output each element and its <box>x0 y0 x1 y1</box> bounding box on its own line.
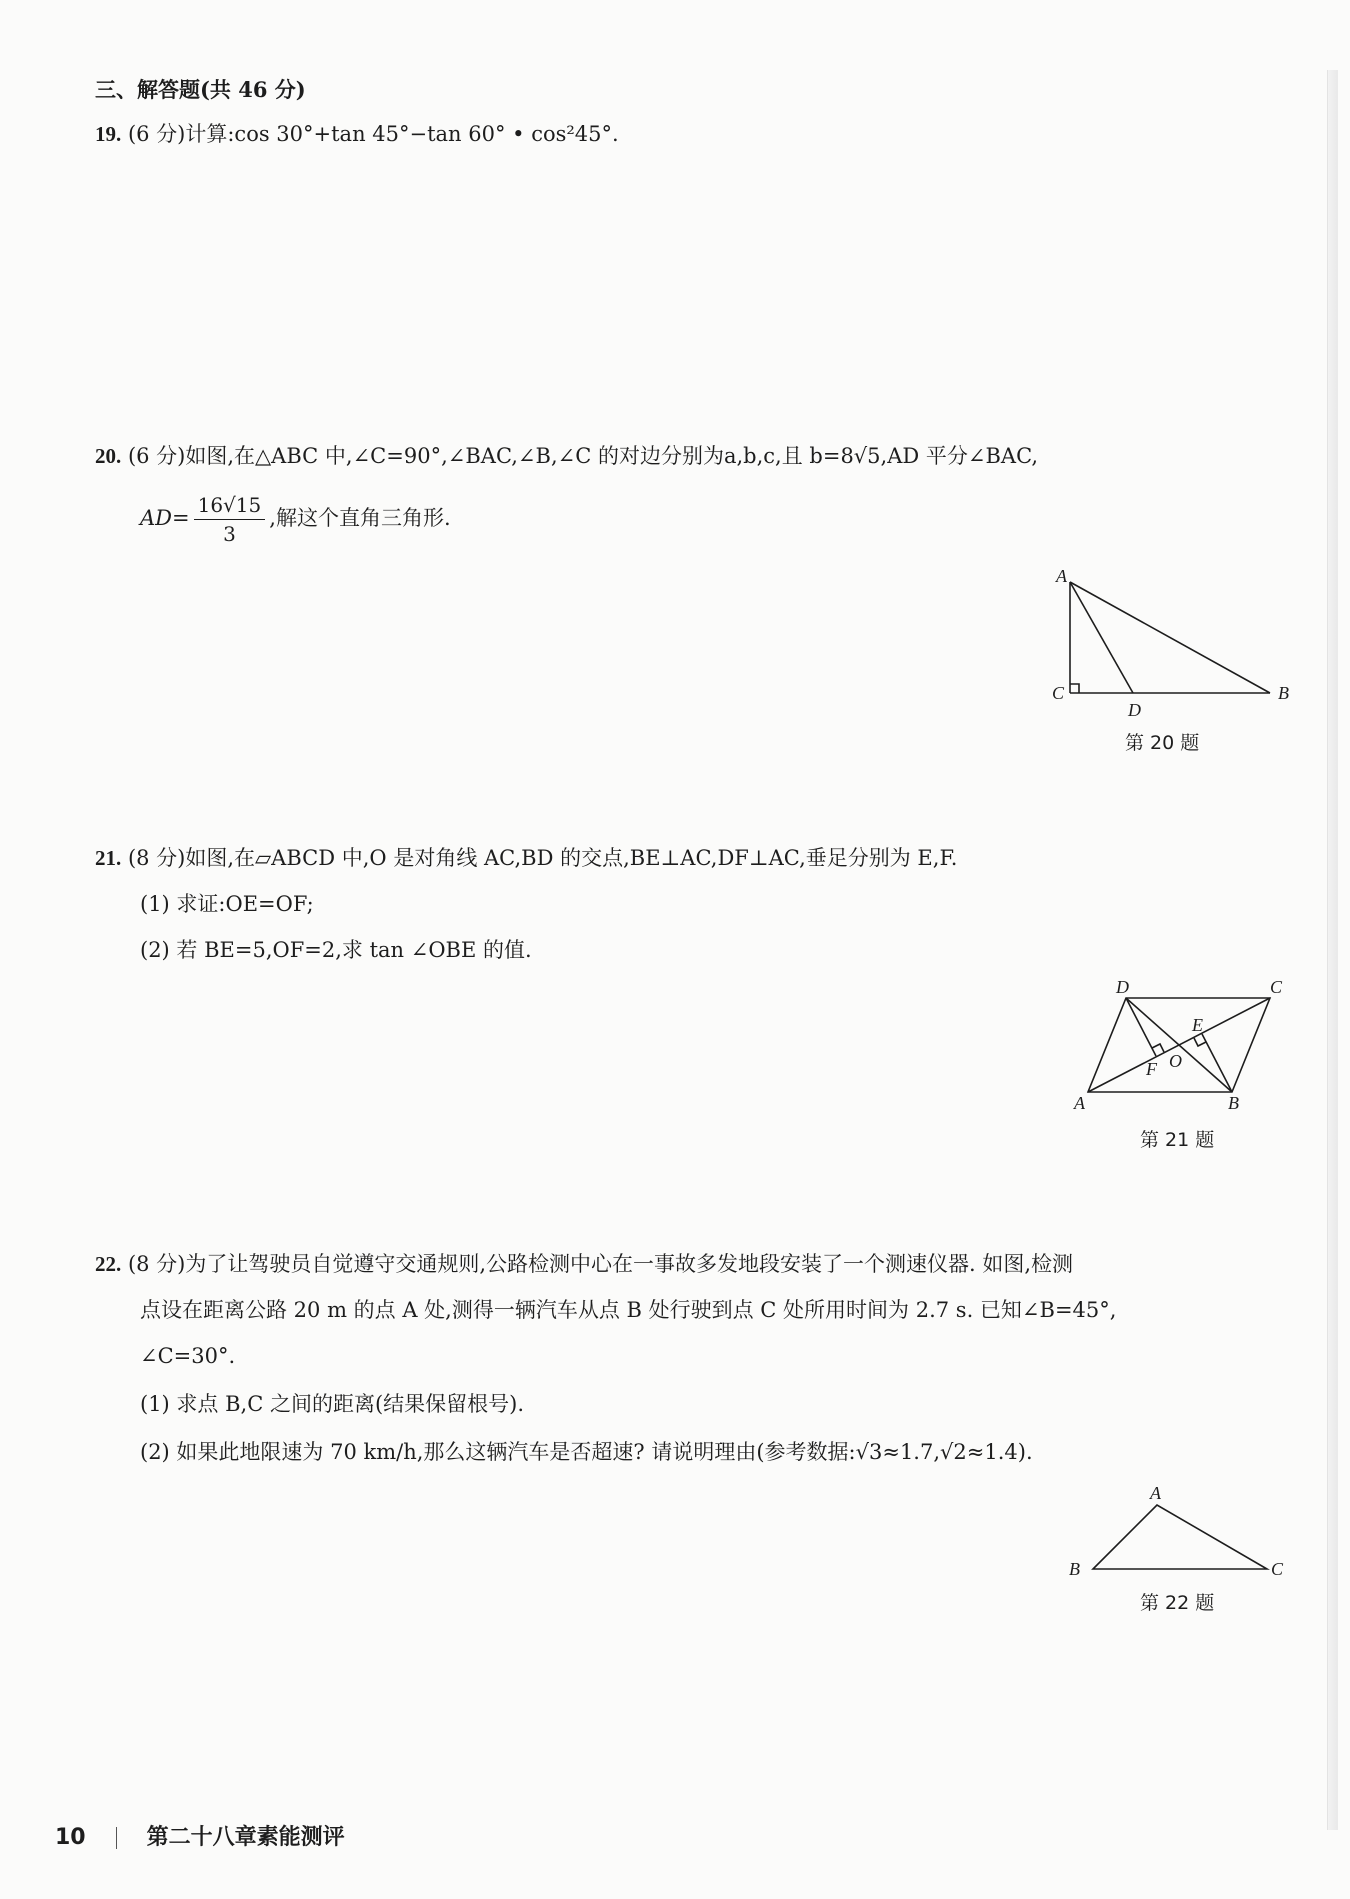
right-angle-mark <box>1070 684 1079 693</box>
chapter-title: 第二十八章素能测评 <box>146 1825 345 1850</box>
section-title: 三、解答题(共 46 分) <box>95 77 306 102</box>
label-a: A <box>1074 1093 1085 1113</box>
segment-be <box>1202 1034 1232 1092</box>
figure-22 <box>1065 1485 1295 1579</box>
question-text: (6 分)计算:cos 30°+tan 45°−tan 60° • cos²45°. <box>127 122 619 146</box>
label-e: E <box>1192 1015 1203 1035</box>
label-a: A <box>1056 566 1067 586</box>
question-number: 19. <box>95 122 122 146</box>
question-22-part2: (2) 如果此地限速为 70 km/h,那么这辆汽车是否超速? 请说明理由(参考数据:√3≈1.7,√2≈1.4). <box>140 1440 1033 1464</box>
figure-21-caption: 第 21 题 <box>1140 1129 1215 1151</box>
page-number: 10 <box>55 1825 86 1850</box>
question-number: 22. <box>95 1252 122 1276</box>
fraction-denominator: 3 <box>223 522 236 546</box>
page-edge <box>1327 70 1338 1830</box>
fraction <box>194 491 266 548</box>
label-f: F <box>1146 1059 1157 1079</box>
diagonal-bd <box>1126 998 1232 1092</box>
label-c: C <box>1052 683 1065 703</box>
figure-22-caption: 第 22 题 <box>1140 1592 1215 1614</box>
footer-divider <box>116 1827 117 1849</box>
question-22-line2: 点设在距离公路 20 m 的点 A 处,测得一辆汽车从点 B 处行驶到点 C 处所用时间为 2.7 s. 已知∠B=45°, <box>140 1298 1117 1322</box>
label-d: D <box>1116 977 1129 997</box>
question-20-line2 <box>140 490 451 548</box>
label-b: B <box>1069 1559 1080 1579</box>
question-22-line3: ∠C=30°. <box>140 1344 236 1368</box>
figure-20-caption: 第 20 题 <box>1125 732 1200 754</box>
label-c: C <box>1271 1559 1284 1579</box>
label-b: B <box>1228 1093 1239 1113</box>
question-text: (6 分)如图,在△ABC 中,∠C=90°,∠BAC,∠B,∠C 的对边分别为a,b,c,且 b=8√5,AD 平分∠BAC, <box>127 444 1039 468</box>
label-a: A <box>1150 1483 1161 1503</box>
label-b: B <box>1278 683 1289 703</box>
label-d: D <box>1128 700 1141 720</box>
question-number: 21. <box>95 846 122 870</box>
question-21-part2: (2) 若 BE=5,OF=2,求 tan ∠OBE 的值. <box>140 938 532 962</box>
fraction-numerator: 16√15 <box>194 491 266 520</box>
question-21-line1 <box>95 842 957 874</box>
question-text: ,解这个直角三角形. <box>269 506 451 530</box>
label-c: C <box>1270 977 1283 997</box>
question-22-line1 <box>95 1248 1073 1280</box>
question-22-part1: (1) 求点 B,C 之间的距离(结果保留根号). <box>140 1392 525 1416</box>
question-21-part1: (1) 求证:OE=OF; <box>140 892 314 916</box>
question-text: (8 分)如图,在▱ABCD 中,O 是对角线 AC,BD 的交点,BE⊥AC,DF⊥AC,垂足分别为 E,F. <box>127 846 958 870</box>
question-number: 20. <box>95 444 122 468</box>
question-20-line1 <box>95 440 1038 472</box>
label-o: O <box>1169 1051 1182 1071</box>
figure-21 <box>1070 975 1290 1119</box>
question-19 <box>95 118 619 150</box>
triangle-abc <box>1093 1505 1267 1569</box>
figure-20 <box>1050 566 1290 724</box>
side-ab <box>1070 582 1270 693</box>
question-text: (8 分)为了让驾驶员自觉遵守交通规则,公路检测中心在一事故多发地段安装了一个测速仪器. 如图,检测 <box>127 1252 1074 1276</box>
segment-df <box>1126 998 1156 1056</box>
page-footer <box>55 1820 345 1851</box>
ad-prefix: AD= <box>140 506 190 530</box>
